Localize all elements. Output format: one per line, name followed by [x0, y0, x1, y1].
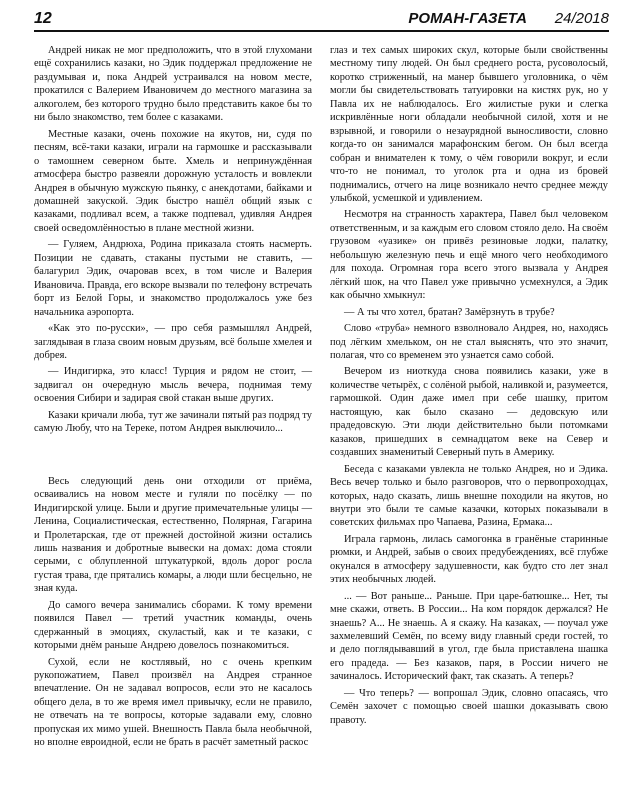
paragraph: Казаки кричали люба, тут же зачинали пятый раз подряд ту самую Любу, что на Тереке, потом Андрея выключило... — [34, 409, 312, 435]
left-column — [34, 44, 312, 753]
issue-number: 24/2018 — [554, 10, 609, 27]
paragraph: — Гуляем, Андрюха, Родина приказала стоять насмерть. Позиции не сдавать, стаканы пустыми не ставить, — балагурил Эдик, очаровав всех, в том числе и Валерия Ивановича. Правда, его вскоре вызвали по телефону встречать борт из Белой Горы, и знакомство продолжалось уже без начальника аэропорта. — [34, 239, 312, 318]
page-number: 12 — [34, 10, 52, 27]
paragraph: — А ты что хотел, братан? Замёрзнуть в трубе? — [344, 306, 555, 318]
paragraph: Местные казаки, очень похожие на якутов, ни, судя по песням, всё-таки казаки, играли на гармошке и рассказывали о тамошнем северном быте. Хмель и непринуждённая атмосфера быстро развеяли дорожную усталость и вовлекли Андрея в обычную мужскую пьянку, с анекдотами, байками и домашней закуской. Эдик быстро нашёл общий язык с казаками, подливал всем, а также подпевал, удивляя Андрея своей осведомлённостью в плане местной жизни. — [34, 128, 312, 234]
journal-title: РОМАН-ГАЗЕТА — [408, 10, 527, 27]
paragraph: Вечером из ниоткуда снова появились казаки, уже в количестве четырёх, с солёной рыбой, наливкой и, разумеется, гармошкой. Один даже имел при себе шашку, притом настоящую, как было сказано — дедовскую или прадедовскую. Эти люди действительно были потомками казаков, пришедших в семнадцатом веке на Север и создавших знаменитый Северный путь в Америку. — [330, 366, 608, 459]
paragraph: Беседа с казаками увлекла не только Андрея, но и Эдика. Весь вечер только и было разговоров, что о первопроходцах, которых, надо сказать, лишь внешне походили на якутов, но внутри это были те самые казачки, которых показывали в советских фильмах про Чапаева, Разина, Ермака... — [330, 463, 608, 529]
right-column — [330, 44, 608, 730]
paragraph: Несмотря на странность характера, Павел был человеком ответственным, и за каждым его словом стояло дело. На своём грузовом «уазике» он привёз резиновые лодки, палатку, небольшую железную печь и ещё много чего необходимого для похода. Огромная гора всего этого вызвала у Андрея лёгкий шок, на что Павел уже привычно усмехнулся, а Эдик как обычно хмыкнул: — [330, 209, 608, 302]
paragraph: Играла гармонь, лилась самогонка в гранёные старинные рюмки, и Андрей, забыв о своих предубеждениях, всё глубже окунался в атмосферу задушевности, как будто сто лет знал этих необычных людей. — [330, 533, 608, 586]
paragraph: ... — Вот раньше... Раньше. При царе-батюшке... Нет, ты мне скажи, ответь. В России... На ком порядок держался? Не знаешь? А... Не знаешь. А я скажу. На казаках, — поучал уже захмелевший Семён, по всему виду главный среди гостей, то и дело поглядывавший в угол, где была приставлена шашка его прадеда. — Без казаков, паря, в России ничего не зачиналось. Исторический факт, так сказать. А теперь? — [330, 590, 608, 683]
paragraph: Слово «труба» немного взволновало Андрея, но, находясь под лёгким хмельком, он не стал выяснять, что это значит, полагая, что со временем это узнается само собой. — [330, 323, 608, 361]
paragraph: Весь следующий день они отходили от приёма, осваивались на новом месте и гуляли по посёлку — по Индигирской улице. Были и другие примечательные улицы — Ленина, Социалистическая, естественно, Полярная, Гагарина и Пролетарская, где от прежней достойной жизни остались лишь названия и добротные вывески на домах: дома стояли серыми, с облупленной штукатуркой, вдоль дорог росла густая трава, где прятались комары, а люди шли бесцельно, не зная куда. — [34, 475, 312, 595]
paragraph: Андрей никак не мог предположить, что в этой глухомани ещё сохранились казаки, но Эдик поддержал предложение не раздумывая и, пока Андрей устраивался на новом месте, прокатился с Валерием Ивановичем до местного магазина за алкоголем, без которого трудно было представить какое бы то ни было знакомство, тем более с казаками. — [34, 45, 312, 124]
paragraph: Сухой, если не костлявый, но с очень крепким рукопожатием, Павел произвёл на Андрея странное впечатление. Он не задавал вопросов, если это не касалось общего дела, в то же время имел привычку, если не правило, не отвечать на те вопросы, которые задавали ему, словно пропуская их мимо ушей. Внешность Павла была необычной, но вполне евроидной, если не брать в расчёт заметный раскос — [34, 656, 312, 749]
section-break — [34, 439, 312, 475]
paragraph-continued: глаз и тех самых широких скул, которые были свойственны местному типу людей. Он был среднего роста, русоволосый, коротко стриженный, на манер бывшего уголовника, о чём могли бы свидетельствовать татуировки на кистях рук, но у Павла их не наблюдалось. Его жилистые руки и слегка искривлённые ноги обладали необычной силой, хотя и не взрывной, и говорили о незаурядной выносливости, словно когда-то он занимался марафонским бегом. Он был всегда собран и внимателен к тому, о чём говорили вокруг, и если что-то не понимал, то уголок рта и одна из бровей поднимались, отчего на лице возникало нечто среднее между улыбкой, усмешкой и удивлением. — [330, 45, 608, 204]
paragraph: До самого вечера занимались сборами. К тому времени появился Павел — третий участник команды, очень сдержанный в эмоциях, скуластый, как и те казаки, с которыми днём раньше Андрею довелось познакомиться. — [34, 599, 312, 652]
paragraph: — Индигирка, это класс! Турция и рядом не стоит, — задвигал он очередную мысль вечера, поднимая тему освоения Сибири и задирая свой стакан выше других. — [34, 366, 312, 405]
paragraph: «Как это по-русски», — про себя размышлял Андрей, заглядывая в глаза своим новым друзьям, всё больше хмелея и добрея. — [34, 323, 312, 361]
page-header — [34, 12, 609, 32]
paragraph: — Что теперь? — вопрошал Эдик, словно опасаясь, что Семён захочет с помощью своей шашки доказывать свою правоту. — [330, 687, 608, 726]
